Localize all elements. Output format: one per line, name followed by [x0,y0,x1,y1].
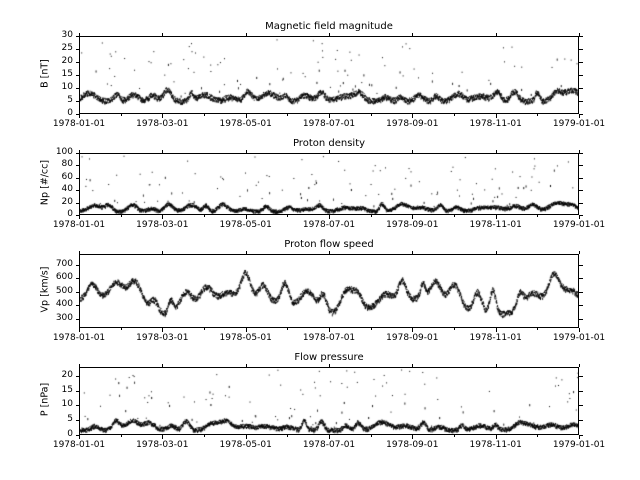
x-tick-mark-top [246,364,247,368]
y-tick-label: 20 [61,369,73,380]
y-tick-label: 0 [67,108,73,118]
y-tick-mark-right [579,376,583,377]
y-tick-mark-right [579,292,583,293]
x-tick-mark [496,328,497,332]
y-tick-mark [76,265,80,266]
x-minor-tick-mark [204,114,205,116]
x-minor-tick-mark [537,328,538,330]
x-tick-mark [246,114,247,118]
axes-frame [79,153,579,215]
y-tick-mark [76,376,80,377]
y-tick-mark-right [579,153,583,154]
y-tick-label: 600 [55,272,73,283]
x-tick-label: 1978-05-01 [219,440,272,450]
y-tick-label: 5 [67,95,73,105]
x-minor-tick-mark [371,215,372,217]
x-tick-mark-top [496,364,497,368]
y-tick-label: 700 [55,258,73,269]
y-tick-label: 10 [61,82,73,92]
x-tick-mark [79,114,80,118]
x-tick-mark-top [329,150,330,154]
y-tick-mark-right [579,178,583,179]
x-tick-label: 1978-01-01 [52,333,106,343]
x-tick-mark [496,435,497,439]
data-points-layer [80,368,579,435]
y-tick-mark-right [579,49,583,50]
x-tick-mark [329,435,330,439]
x-tick-mark [246,435,247,439]
x-tick-mark-top [246,251,247,255]
x-tick-mark-top [162,364,163,368]
x-tick-label: 1978-09-01 [386,220,439,230]
y-tick-mark-right [579,165,583,166]
y-tick-label: 5 [67,414,73,425]
x-tick-mark [412,328,413,332]
y-tick-mark-right [579,319,583,320]
y-tick-label: 25 [61,43,73,53]
x-tick-label: 1978-09-01 [386,119,439,129]
panel-title: Magnetic field magnitude [265,21,393,32]
y-tick-mark [76,62,80,63]
x-tick-label: 1979-01-01 [552,220,606,230]
x-minor-tick-mark [287,215,288,217]
x-tick-label: 1978-01-01 [52,220,106,230]
y-axis-label: B [nT] [39,59,51,88]
data-points-layer [80,255,579,328]
x-tick-label: 1978-03-01 [136,220,189,230]
x-minor-tick-mark [537,114,538,116]
x-tick-mark-top [579,150,580,154]
data-points-layer [80,154,579,215]
y-tick-mark-right [579,36,583,37]
y-tick-mark-right [579,88,583,89]
x-tick-mark [162,114,163,118]
x-tick-mark-top [79,364,80,368]
y-axis-label: P [nPa] [39,382,51,417]
x-minor-tick-mark [454,114,455,116]
y-tick-mark-right [579,62,583,63]
y-axis-label: Np [#/cc] [39,159,51,206]
x-tick-mark [79,328,80,332]
x-minor-tick-mark [454,215,455,217]
x-tick-label: 1978-07-01 [302,333,356,343]
y-tick-label: 10 [61,399,73,410]
x-tick-label: 1978-07-01 [302,119,356,129]
x-tick-label: 1978-11-01 [469,220,522,230]
y-tick-mark [76,391,80,392]
x-minor-tick-mark [537,435,538,437]
x-tick-mark [496,215,497,219]
x-tick-label: 1978-01-01 [52,119,106,129]
y-tick-label: 100 [55,147,73,157]
x-tick-label: 1978-09-01 [386,333,439,343]
x-tick-mark [579,328,580,332]
y-tick-mark-right [579,420,583,421]
y-tick-mark-right [579,391,583,392]
y-tick-mark [76,278,80,279]
y-tick-label: 300 [55,312,73,323]
y-tick-mark-right [579,190,583,191]
y-tick-mark [76,190,80,191]
x-minor-tick-mark [204,328,205,330]
x-minor-tick-mark [121,328,122,330]
y-tick-mark-right [579,278,583,279]
x-minor-tick-mark [287,114,288,116]
x-tick-mark-top [496,150,497,154]
x-minor-tick-mark [204,435,205,437]
x-minor-tick-mark [371,435,372,437]
y-tick-mark [76,178,80,179]
x-tick-mark [162,215,163,219]
x-tick-label: 1978-05-01 [219,333,272,343]
x-tick-mark [496,114,497,118]
y-tick-label: 20 [61,196,73,207]
y-tick-mark-right [579,101,583,102]
x-tick-mark [412,114,413,118]
x-tick-mark [162,435,163,439]
x-tick-label: 1978-05-01 [219,220,272,230]
x-tick-mark-top [329,251,330,255]
x-tick-mark [579,114,580,118]
x-tick-mark [79,215,80,219]
y-tick-label: 30 [61,30,73,40]
panel-title: Flow pressure [294,352,364,363]
x-tick-label: 1978-03-01 [136,333,189,343]
y-tick-mark [76,292,80,293]
y-tick-mark [76,49,80,50]
y-tick-mark-right [579,265,583,266]
y-tick-mark [76,305,80,306]
x-tick-label: 1978-11-01 [469,440,522,450]
x-tick-mark [246,215,247,219]
y-tick-mark-right [579,203,583,204]
x-minor-tick-mark [204,215,205,217]
y-tick-mark-right [579,305,583,306]
x-tick-mark [579,215,580,219]
x-minor-tick-mark [121,215,122,217]
x-tick-mark-top [79,33,80,37]
y-tick-mark [76,75,80,76]
x-tick-label: 1978-01-01 [52,440,106,450]
x-tick-mark-top [579,251,580,255]
y-tick-label: 20 [61,56,73,66]
x-tick-mark-top [412,33,413,37]
y-tick-label: 0 [67,209,73,219]
chart-panel-1 [39,21,606,129]
x-minor-tick-mark [121,114,122,116]
x-minor-tick-mark [454,435,455,437]
y-tick-mark [76,36,80,37]
y-tick-mark-right [579,405,583,406]
y-tick-mark [76,319,80,320]
x-tick-mark [246,328,247,332]
x-tick-label: 1978-07-01 [302,440,356,450]
y-tick-label: 500 [55,285,73,296]
x-tick-mark-top [162,150,163,154]
y-axis-label: Vp [km/s] [39,266,51,313]
y-tick-mark [76,420,80,421]
x-tick-label: 1979-01-01 [552,440,606,450]
y-tick-mark [76,101,80,102]
x-tick-mark-top [79,150,80,154]
x-tick-mark-top [329,33,330,37]
x-tick-mark-top [162,33,163,37]
panel-title: Proton density [292,138,366,149]
axes-frame [79,254,579,328]
panel-title: Proton flow speed [284,239,374,250]
x-tick-label: 1978-03-01 [136,119,189,129]
x-tick-mark-top [79,251,80,255]
y-tick-mark [76,153,80,154]
y-tick-label: 80 [61,159,73,170]
y-tick-label: 0 [67,429,73,439]
x-tick-label: 1978-07-01 [302,220,356,230]
x-tick-label: 1979-01-01 [552,333,606,343]
y-tick-label: 15 [61,384,73,395]
y-tick-label: 400 [55,299,73,310]
y-tick-mark [76,203,80,204]
x-tick-mark-top [496,251,497,255]
x-tick-mark-top [579,33,580,37]
x-tick-mark-top [246,33,247,37]
x-minor-tick-mark [121,435,122,437]
y-tick-mark [76,88,80,89]
x-tick-mark-top [246,150,247,154]
x-tick-label: 1978-05-01 [219,119,272,129]
y-tick-label: 60 [61,171,73,182]
y-tick-mark [76,165,80,166]
x-minor-tick-mark [454,328,455,330]
x-tick-mark [329,328,330,332]
chart-panel-4 [39,352,606,450]
y-tick-mark-right [579,75,583,76]
x-tick-mark-top [412,364,413,368]
x-tick-mark [329,215,330,219]
y-tick-mark [76,405,80,406]
y-tick-label: 15 [61,69,73,79]
x-tick-mark [329,114,330,118]
data-points-layer [80,37,579,114]
x-tick-mark [412,435,413,439]
x-minor-tick-mark [287,328,288,330]
x-tick-mark [412,215,413,219]
x-tick-label: 1978-11-01 [469,333,522,343]
x-tick-mark-top [162,251,163,255]
x-tick-mark-top [412,150,413,154]
x-tick-mark [79,435,80,439]
x-tick-mark-top [412,251,413,255]
x-tick-label: 1978-11-01 [469,119,522,129]
x-minor-tick-mark [371,114,372,116]
x-tick-mark [579,435,580,439]
x-tick-label: 1978-09-01 [386,440,439,450]
x-tick-label: 1978-03-01 [136,440,189,450]
x-minor-tick-mark [537,215,538,217]
chart-panel-3 [39,239,606,343]
x-tick-mark-top [329,364,330,368]
x-tick-mark-top [496,33,497,37]
x-minor-tick-mark [371,328,372,330]
y-tick-label: 40 [61,184,73,195]
chart-panel-2 [39,138,606,230]
x-minor-tick-mark [287,435,288,437]
axes-frame [79,367,579,435]
axes-frame [79,36,579,114]
x-tick-label: 1979-01-01 [552,119,606,129]
x-tick-mark [162,328,163,332]
x-tick-mark-top [579,364,580,368]
